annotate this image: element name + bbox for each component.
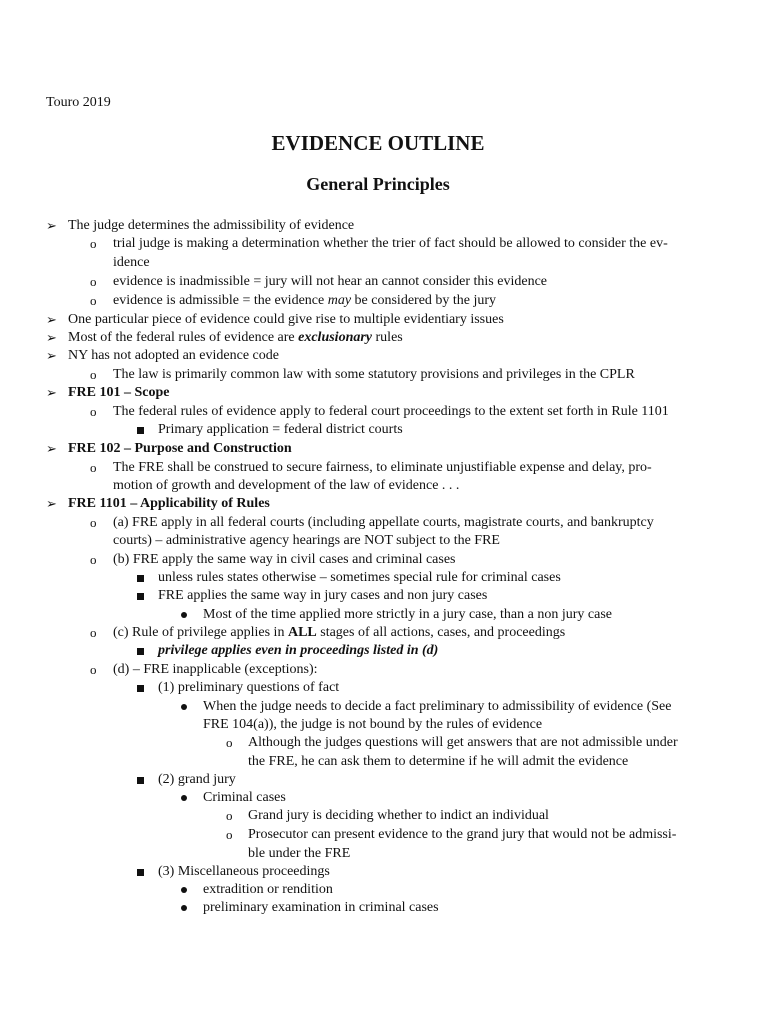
outline-item: The federal rules of evidence apply to federal court proceedings to the extent set forth in Rule 1101 bbox=[113, 404, 669, 419]
outline-item: evidence is inadmissible = jury will not hear an cannot consider this evidence bbox=[113, 274, 547, 289]
filled-dot-bullet-icon bbox=[181, 905, 187, 911]
text-run: (c) Rule of privilege applies in bbox=[113, 625, 288, 640]
hollow-o-bullet-icon: o bbox=[226, 827, 233, 842]
outline-item bbox=[113, 292, 496, 310]
outline-item-continuation: idence bbox=[113, 255, 150, 270]
outline-item: The FRE shall be construed to secure fairness, to eliminate unjustifiable expense and delay, pro- bbox=[113, 460, 652, 475]
outline-item-continuation: ble under the FRE bbox=[248, 846, 351, 861]
outline-item: privilege applies even in proceedings listed in (d) bbox=[158, 643, 439, 658]
outline-item: (1) preliminary questions of fact bbox=[158, 680, 340, 695]
italic-emphasis: may bbox=[327, 293, 352, 308]
text-run: stages of all actions, cases, and proceedings bbox=[316, 625, 566, 640]
hollow-o-bullet-icon: o bbox=[90, 625, 97, 640]
hollow-o-bullet-icon: o bbox=[90, 236, 97, 251]
hollow-o-bullet-icon: o bbox=[90, 515, 97, 530]
filled-square-bullet-icon bbox=[137, 427, 144, 434]
outline-item: NY has not adopted an evidence code bbox=[68, 348, 279, 363]
outline-item: (2) grand jury bbox=[158, 772, 236, 787]
bold-italic-emphasis: exclusionary bbox=[298, 330, 373, 345]
outline-item: (d) – FRE inapplicable (exceptions): bbox=[113, 662, 318, 677]
arrowhead-bullet-icon: ➢ bbox=[46, 312, 57, 327]
outline-item: (b) FRE apply the same way in civil cases and criminal cases bbox=[113, 552, 456, 567]
outline-heading: FRE 102 – Purpose and Construction bbox=[68, 441, 292, 456]
outline-item bbox=[113, 624, 565, 642]
outline-item: trial judge is making a determination whether the trier of fact should be allowed to consider the ev- bbox=[113, 236, 668, 251]
outline-item: (a) FRE apply in all federal courts (including appellate courts, magistrate courts, and bankruptcy bbox=[113, 515, 654, 530]
page-title: EVIDENCE OUTLINE bbox=[271, 131, 485, 155]
outline-item: extradition or rendition bbox=[203, 882, 333, 897]
outline-heading: FRE 101 – Scope bbox=[68, 385, 170, 400]
hollow-o-bullet-icon: o bbox=[90, 274, 97, 289]
outline-item: FRE applies the same way in jury cases and non jury cases bbox=[158, 588, 488, 603]
arrowhead-bullet-icon: ➢ bbox=[46, 218, 57, 233]
outline-item: Although the judges questions will get answers that are not admissible under bbox=[248, 735, 678, 750]
arrowhead-bullet-icon: ➢ bbox=[46, 330, 57, 345]
outline-item: Grand jury is deciding whether to indict an individual bbox=[248, 808, 549, 823]
outline-item: unless rules states otherwise – sometimes special rule for criminal cases bbox=[158, 570, 561, 585]
outline-item bbox=[68, 329, 403, 347]
filled-dot-bullet-icon bbox=[181, 795, 187, 801]
arrowhead-bullet-icon: ➢ bbox=[46, 385, 57, 400]
hollow-o-bullet-icon: o bbox=[226, 808, 233, 823]
outline-item-continuation: motion of growth and development of the law of evidence . . . bbox=[113, 478, 460, 493]
text-run: Most of the federal rules of evidence are bbox=[68, 330, 299, 345]
hollow-o-bullet-icon: o bbox=[90, 404, 97, 419]
header-note: Touro 2019 bbox=[46, 95, 111, 110]
filled-square-bullet-icon bbox=[137, 685, 144, 692]
filled-square-bullet-icon bbox=[137, 648, 144, 655]
hollow-o-bullet-icon: o bbox=[90, 460, 97, 475]
outline-item: (3) Miscellaneous proceedings bbox=[158, 864, 330, 879]
arrowhead-bullet-icon: ➢ bbox=[46, 348, 57, 363]
arrowhead-bullet-icon: ➢ bbox=[46, 441, 57, 456]
outline-item-continuation: the FRE, he can ask them to determine if he will admit the evidence bbox=[248, 754, 629, 769]
filled-square-bullet-icon bbox=[137, 777, 144, 784]
filled-dot-bullet-icon bbox=[181, 704, 187, 710]
outline-item-continuation: courts) – administrative agency hearings are NOT subject to the FRE bbox=[113, 533, 500, 548]
filled-dot-bullet-icon bbox=[181, 612, 187, 618]
outline-item: Criminal cases bbox=[203, 790, 286, 805]
bold-emphasis: ALL bbox=[287, 625, 317, 640]
outline-item: The judge determines the admissibility of evidence bbox=[68, 218, 355, 233]
outline-heading: FRE 1101 – Applicability of Rules bbox=[68, 496, 270, 511]
text-run: evidence is admissible = the evidence bbox=[113, 293, 328, 308]
outline-item: When the judge needs to decide a fact preliminary to admissibility of evidence (See bbox=[203, 699, 672, 714]
filled-square-bullet-icon bbox=[137, 869, 144, 876]
text-run: rules bbox=[372, 330, 403, 345]
outline-item-continuation: FRE 104(a)), the judge is not bound by the rules of evidence bbox=[203, 717, 543, 732]
outline-item: Most of the time applied more strictly in a jury case, than a non jury case bbox=[203, 607, 612, 622]
hollow-o-bullet-icon: o bbox=[90, 662, 97, 677]
outline-item: Prosecutor can present evidence to the grand jury that would not be admissi- bbox=[248, 827, 677, 842]
outline-item: One particular piece of evidence could give rise to multiple evidentiary issues bbox=[68, 312, 504, 327]
hollow-o-bullet-icon: o bbox=[90, 552, 97, 567]
outline-item: preliminary examination in criminal cases bbox=[203, 900, 439, 915]
arrowhead-bullet-icon: ➢ bbox=[46, 496, 57, 511]
filled-square-bullet-icon bbox=[137, 575, 144, 582]
outline-item: The law is primarily common law with some statutory provisions and privileges in the CPLR bbox=[113, 367, 635, 382]
hollow-o-bullet-icon: o bbox=[90, 367, 97, 382]
filled-dot-bullet-icon bbox=[181, 887, 187, 893]
section-subtitle: General Principles bbox=[306, 174, 450, 194]
text-run: be considered by the jury bbox=[351, 293, 497, 308]
outline-item: Primary application = federal district courts bbox=[158, 422, 403, 437]
hollow-o-bullet-icon: o bbox=[226, 735, 233, 750]
filled-square-bullet-icon bbox=[137, 593, 144, 600]
hollow-o-bullet-icon: o bbox=[90, 293, 97, 308]
